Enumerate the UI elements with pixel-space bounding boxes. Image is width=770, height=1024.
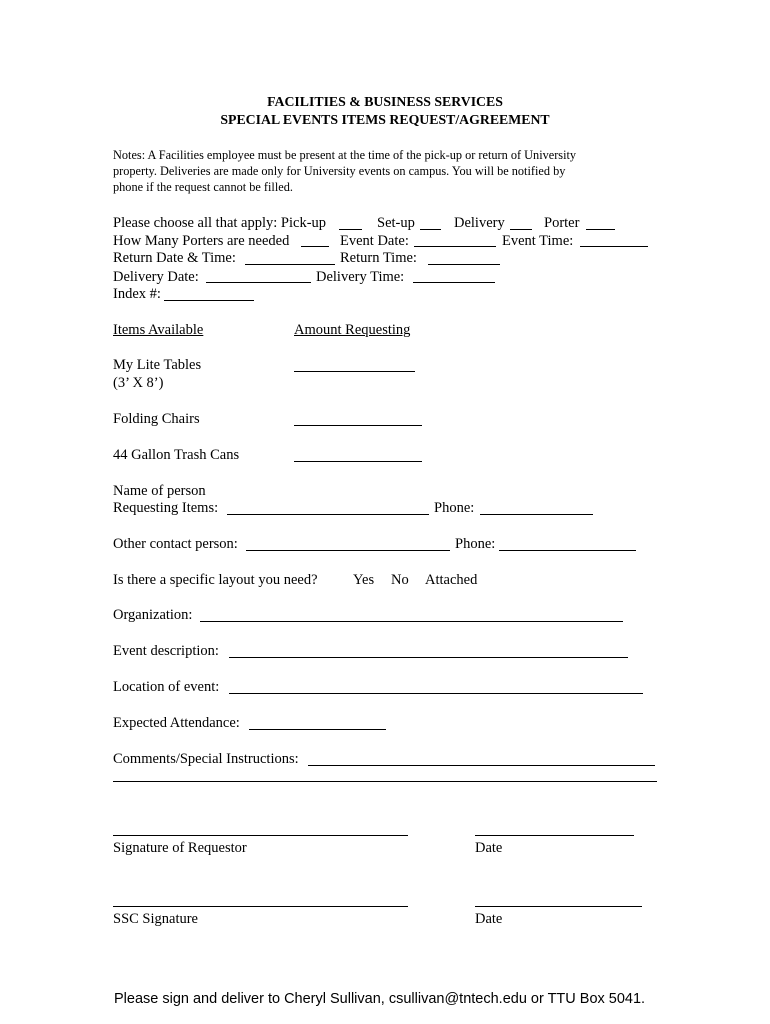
event-date-label: Event Date: xyxy=(340,233,409,249)
return-datetime-blank[interactable] xyxy=(245,264,335,265)
service-prompt xyxy=(113,215,326,232)
location-label: Location of event: xyxy=(113,679,220,695)
delivery-date-blank[interactable] xyxy=(206,282,311,283)
chairs-amount-blank[interactable] xyxy=(294,425,422,426)
requestor-signature-label: Signature of Requestor xyxy=(113,840,247,856)
notes-line-3: phone if the request cannot be filled. xyxy=(113,180,293,194)
requesting-items-label: Requesting Items: xyxy=(113,500,219,516)
comments-label: Comments/Special Instructions: xyxy=(113,751,299,767)
attendance-blank[interactable] xyxy=(249,729,386,730)
item-name-tables: My Lite Tables xyxy=(113,357,202,373)
setup-blank[interactable] xyxy=(420,229,441,230)
setup-label: Set-up xyxy=(377,215,415,231)
other-contact-blank[interactable] xyxy=(246,550,450,551)
amount-requesting-header: Amount Requesting xyxy=(294,322,411,338)
return-time-label: Return Time: xyxy=(340,250,417,266)
trash-cans-amount-blank[interactable] xyxy=(294,461,422,462)
item-size-tables: (3’ X 8’) xyxy=(113,375,164,391)
event-date-blank[interactable] xyxy=(414,246,496,247)
ssc-date-line[interactable] xyxy=(475,906,642,907)
phone-blank[interactable] xyxy=(480,514,593,515)
return-time-blank[interactable] xyxy=(428,264,500,265)
notes-line-2: property. Deliveries are made only for University events on campus. You will be notified by xyxy=(113,164,566,178)
layout-attached-option[interactable]: Attached xyxy=(425,572,478,588)
item-name-chairs: Folding Chairs xyxy=(113,411,200,427)
comments-blank-1[interactable] xyxy=(308,765,655,766)
name-of-person-label: Name of person xyxy=(113,483,206,499)
phone2-label: Phone: xyxy=(455,536,496,552)
item-name-trash-cans: 44 Gallon Trash Cans xyxy=(113,447,240,463)
other-contact-label: Other contact person: xyxy=(113,536,238,552)
ssc-signature-label: SSC Signature xyxy=(113,911,198,927)
event-time-blank[interactable] xyxy=(580,246,648,247)
delivery-date-label: Delivery Date: xyxy=(113,269,199,285)
phone2-blank[interactable] xyxy=(499,550,636,551)
attendance-label: Expected Attendance: xyxy=(113,715,240,731)
requestor-date-label: Date xyxy=(475,840,503,856)
event-description-label: Event description: xyxy=(113,643,219,659)
requestor-signature-line[interactable] xyxy=(113,835,408,836)
organization-label: Organization: xyxy=(113,607,193,623)
porters-needed-blank[interactable] xyxy=(301,246,329,247)
ssc-signature-line[interactable] xyxy=(113,906,408,907)
delivery-blank[interactable] xyxy=(510,229,532,230)
event-time-label: Event Time: xyxy=(502,233,574,249)
location-blank[interactable] xyxy=(229,693,643,694)
porter-blank[interactable] xyxy=(586,229,615,230)
event-description-blank[interactable] xyxy=(229,657,628,658)
porter-label: Porter xyxy=(544,215,580,231)
pickup-blank[interactable] xyxy=(339,229,362,230)
delivery-time-label: Delivery Time: xyxy=(316,269,405,285)
requestor-name-blank[interactable] xyxy=(227,514,429,515)
delivery-label: Delivery xyxy=(454,215,505,231)
comments-blank-2[interactable] xyxy=(113,781,657,782)
return-datetime-label: Return Date & Time: xyxy=(113,250,236,266)
layout-yes-option[interactable]: Yes xyxy=(353,572,375,588)
notes-line-1: Notes: A Facilities employee must be present at the time of the pick-up or return of University xyxy=(113,148,577,162)
footer-instructions: Please sign and deliver to Cheryl Sullivan, csullivan@tntech.edu or TTU Box 5041. xyxy=(114,991,646,1007)
index-label: Index #: xyxy=(113,286,161,302)
form-title: FACILITIES & BUSINESS SERVICES xyxy=(267,94,503,109)
form-subtitle: SPECIAL EVENTS ITEMS REQUEST/AGREEMENT xyxy=(220,112,550,127)
requestor-date-line[interactable] xyxy=(475,835,634,836)
choose-label: Please choose all that apply: xyxy=(113,215,278,231)
delivery-time-blank[interactable] xyxy=(413,282,495,283)
pickup-label: Pick-up xyxy=(280,215,327,231)
layout-no-option[interactable]: No xyxy=(391,572,409,588)
ssc-date-label: Date xyxy=(475,911,503,927)
phone-label: Phone: xyxy=(434,500,475,516)
tables-amount-blank[interactable] xyxy=(294,371,415,372)
organization-blank[interactable] xyxy=(200,621,623,622)
layout-question: Is there a specific layout you need? xyxy=(113,572,318,588)
items-available-header: Items Available xyxy=(113,322,204,338)
porters-needed-label: How Many Porters are needed xyxy=(113,233,290,249)
index-blank[interactable] xyxy=(164,300,254,301)
